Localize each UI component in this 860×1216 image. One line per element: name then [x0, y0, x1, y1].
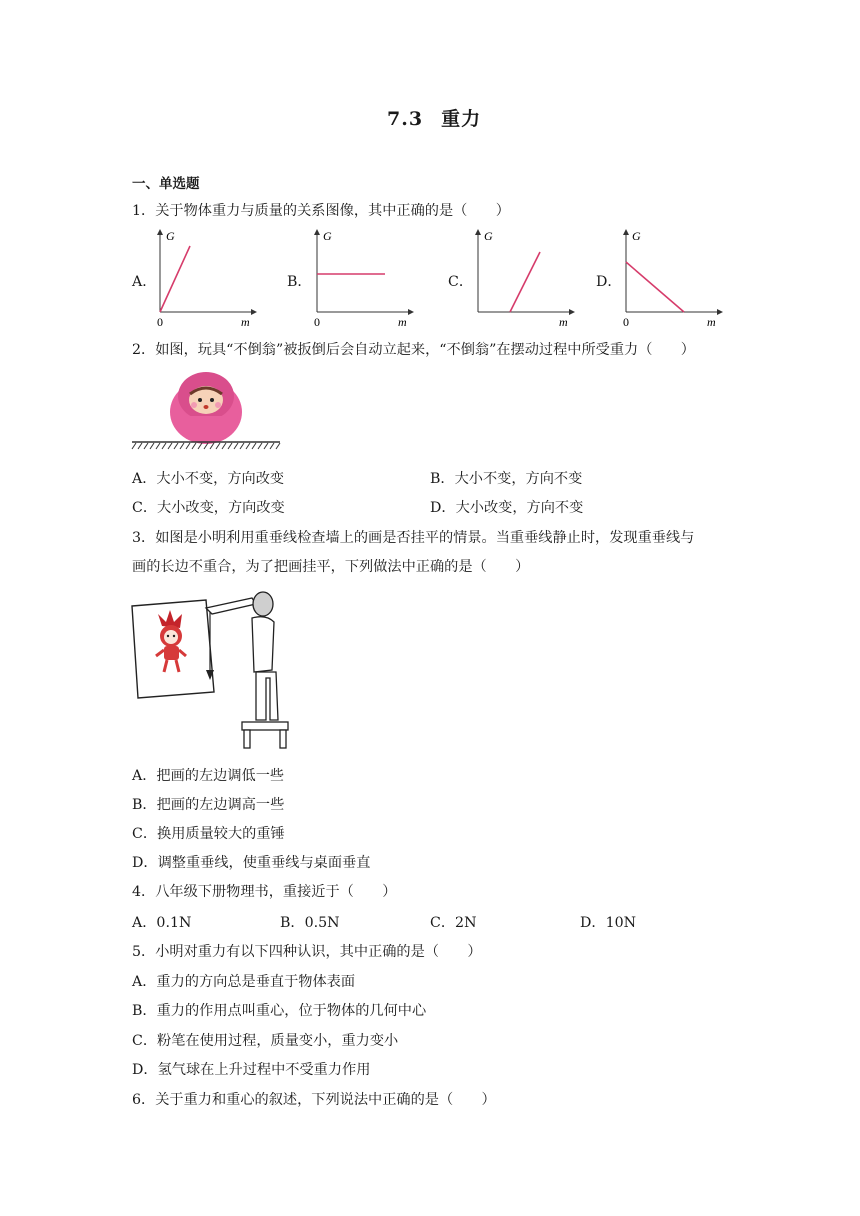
plumb-line-illustration [128, 586, 302, 754]
q4-option-d: D．10N [580, 915, 637, 931]
q2-option-a: A．大小不变，方向改变 [132, 471, 285, 487]
graph-line [626, 262, 684, 312]
q5-option-d: D．氢气球在上升过程中不受重力作用 [132, 1062, 371, 1078]
question-6-text: 6．关于重力和重心的叙述，下列说法中正确的是（ ） [132, 1092, 496, 1108]
question-3-text-line-2: 画的长边不重合，为了把画挂平，下列做法中正确的是（ ） [132, 559, 530, 575]
question-4-text: 4．八年级下册物理书，重接近于（ ） [132, 884, 397, 900]
q4-option-c: C．2N [430, 915, 477, 931]
x-axis-label: m [241, 315, 250, 328]
q3-option-a: A．把画的左边调低一些 [132, 768, 285, 784]
origin-label: 0 [314, 315, 320, 328]
q2-option-b: B．大小不变，方向不变 [430, 471, 583, 487]
q5-option-a: A．重力的方向总是垂直于物体表面 [132, 974, 356, 990]
tumbler-doll-illustration [130, 366, 282, 454]
q1-graph-a [148, 226, 258, 328]
graph-line [510, 252, 540, 312]
q1-option-c-label: C． [448, 274, 474, 290]
q4-option-b: B．0.5N [280, 915, 340, 931]
graph-line [160, 246, 190, 312]
section-heading: 一、单选题 [132, 176, 200, 192]
q3-option-d: D．调整重垂线，使重垂线与桌面垂直 [132, 855, 371, 871]
y-axis-label: G [632, 229, 641, 243]
q1-option-d-label: D． [596, 274, 622, 290]
person-figure [206, 592, 288, 748]
question-1-text: 1．关于物体重力与质量的关系图像，其中正确的是（ ） [132, 203, 510, 219]
origin-label: 0 [157, 315, 163, 328]
q3-option-b: B．把画的左边调高一些 [132, 797, 285, 813]
question-5-text: 5．小明对重力有以下四种认识，其中正确的是（ ） [132, 944, 482, 960]
y-axis-label: G [323, 229, 332, 243]
question-2-text: 2．如图，玩具“不倒翁”被扳倒后会自动立起来，“不倒翁”在摆动过程中所受重力（ ） [132, 342, 695, 358]
y-axis-label: G [166, 229, 175, 243]
q5-option-c: C．粉笔在使用过程，质量变小，重力变小 [132, 1033, 399, 1049]
q5-option-b: B．重力的作用点叫重心，位于物体的几何中心 [132, 1003, 427, 1019]
page-title: 7.3 重力 [387, 108, 482, 130]
x-axis-label: m [559, 315, 568, 328]
q1-option-a-label: A． [132, 274, 157, 290]
q1-graph-b [305, 226, 415, 328]
q1-graph-d [614, 226, 724, 328]
x-axis-label: m [398, 315, 407, 328]
q4-option-a: A．0.1N [132, 915, 192, 931]
y-axis-label: G [484, 229, 493, 243]
x-axis-label: m [707, 315, 716, 328]
q2-option-c: C．大小改变，方向改变 [132, 500, 285, 516]
q1-option-b-label: B． [287, 274, 312, 290]
question-3-text-line-1: 3．如图是小明利用重垂线检查墙上的画是否挂平的情景。当重垂线静止时，发现重垂线与 [132, 530, 695, 546]
q3-option-c: C．换用质量较大的重锤 [132, 826, 285, 842]
q1-graph-c [466, 226, 578, 328]
origin-label: 0 [623, 315, 629, 328]
q2-option-d: D．大小改变，方向不变 [430, 500, 584, 516]
